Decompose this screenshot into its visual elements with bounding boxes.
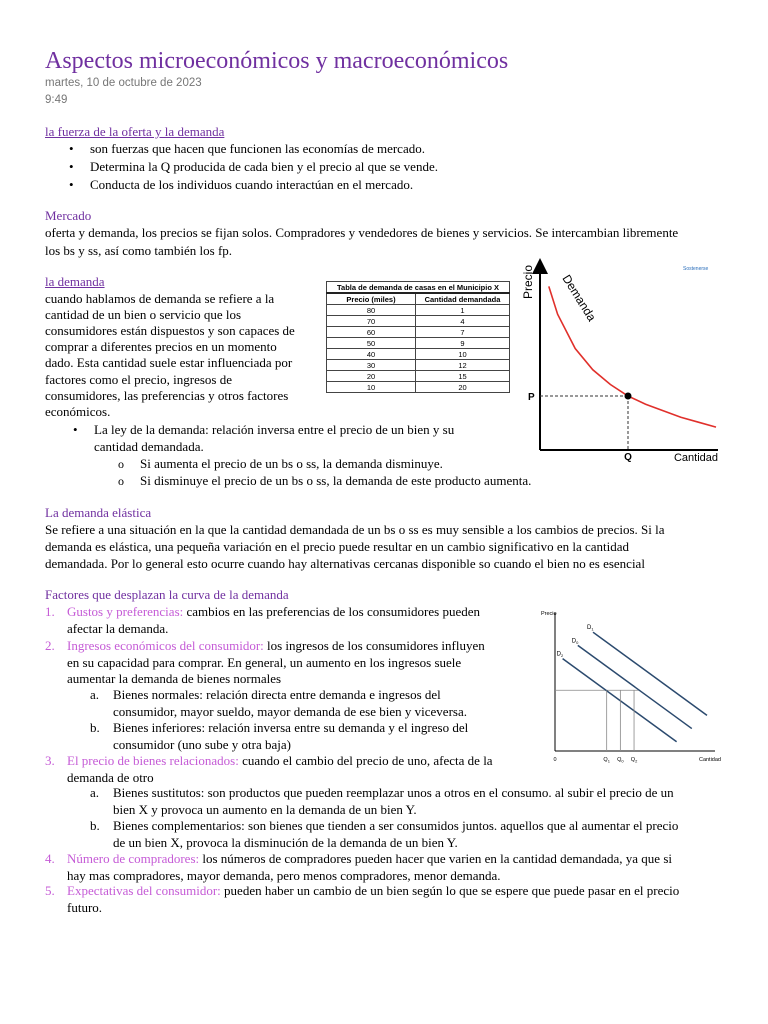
sub-list-item: [113, 785, 674, 818]
section-heading-mercado: Mercado: [45, 208, 92, 223]
sub-list-item: o Si aumenta el precio de un bs o ss, la demanda disminuye.: [140, 456, 443, 473]
list-number: b.: [90, 720, 100, 735]
factor-text: hay mas compradores, mayor demanda, pero menos compradores, menor demanda.: [67, 867, 501, 883]
y-axis-label: Precio: [541, 611, 557, 617]
quantity-tick-label: $Q_2$: [630, 757, 638, 764]
demand-line-d2: [563, 659, 677, 742]
sub-list-line: Bienes sustitutos: son productos que pueden reemplazar unos a otros en el consumo. al subir el precio de un: [113, 785, 674, 800]
table-cell: 4: [416, 316, 510, 327]
table-title: Tabla de demanda de casas en el Municipio X: [327, 282, 510, 294]
paragraph-line: Se refiere a una situación en la que la cantidad demandada de un bs o ss es muy sensible a los cambios de precios. Si la: [45, 522, 665, 537]
origin-label: 0: [553, 757, 557, 763]
paragraph-line: los bs y ss, así como también los fp.: [45, 243, 233, 258]
table-cell: 50: [327, 338, 416, 349]
table-row: [327, 327, 510, 338]
table-cell: 15: [416, 371, 510, 382]
paragraph-line: consumidores están dispuestos y son capaces de: [45, 323, 295, 338]
factor-text: cuando el cambio del precio de uno, afecta de la: [242, 753, 493, 768]
factor-label: El precio de bienes relacionados:: [67, 753, 239, 768]
sub-list-item: [113, 687, 467, 720]
list-item: [67, 753, 493, 786]
equilibrium-point: [625, 393, 632, 400]
factor-text: los ingresos de los consumidores influyen: [267, 638, 485, 653]
demand-table: [326, 281, 510, 393]
sub-list-line: Bienes complementarios: son bienes que tienden a ser consumidos juntos. aquellos que al aumentar el precio: [113, 818, 679, 833]
table-row: [327, 338, 510, 349]
factor-text: pueden haber un cambio de un bien según lo que se espere que puede pasar en el precio: [224, 883, 680, 898]
paragraph-line: oferta y demanda, los precios se fijan solos. Compradores y vendedores de bienes y servicios. Se intercambian libremente: [45, 225, 679, 240]
list-number: a.: [90, 687, 100, 702]
table-cell: 20: [416, 382, 510, 393]
section-heading-elastica: La demanda elástica: [45, 505, 152, 520]
factor-label: Gustos y preferencias:: [67, 604, 184, 619]
list-item: [67, 851, 672, 884]
paragraph-line: cuando hablamos de demanda se refiere a la: [45, 291, 275, 306]
sub-list-line: de un bien X, provoca la disminución de la demanda de un bien Y.: [113, 834, 458, 850]
paragraph-line: demandada. Por lo general esto ocurre cuando hay alternativas cercanas disponible so cuando el bien no es esencial: [45, 556, 645, 571]
list-item: [67, 883, 679, 916]
list-number: 3.: [45, 753, 55, 768]
sub-list-line: bien X y provoca un aumento en la demanda de un bien Y.: [113, 801, 417, 817]
quantity-tick-label: $Q_1$: [603, 757, 610, 764]
table-cell: 30: [327, 360, 416, 371]
paragraph-line: cantidad de un bien o servicio que los: [45, 307, 242, 322]
factor-text: demanda de otro: [67, 769, 154, 785]
table-cell: 60: [327, 327, 416, 338]
paragraph-line: comprar a diferentes precios en un momento: [45, 339, 277, 354]
paragraph-line: consumidores, las preferencias y otros factores: [45, 388, 289, 403]
factor-label: Ingresos económicos del consumidor:: [67, 638, 264, 653]
section-heading-demanda: la demanda: [45, 274, 105, 289]
table-cell: 7: [416, 327, 510, 338]
quantity-label: Q: [624, 452, 632, 463]
factor-text: afectar la demanda.: [67, 620, 169, 636]
table-row: [327, 316, 510, 327]
page-title: Aspectos microeconómicos y macroeconómicos: [45, 48, 509, 74]
y-axis-label: Precio: [521, 264, 535, 300]
curve-label: Demanda: [559, 272, 599, 324]
x-axis-label: Cantidad: [698, 757, 721, 763]
section-heading-fuerza: la fuerza de la oferta y la demanda: [45, 124, 225, 139]
demand-shift-chart: [535, 605, 725, 767]
list-number: a.: [90, 785, 100, 800]
sub-list-item: o Si disminuye el precio de un bs o ss, la demanda de este producto aumenta.: [140, 473, 531, 490]
list-line: • La ley de la demanda: relación inversa entre el precio de un bien y su: [94, 422, 455, 437]
demand-label-d0: $D_0$: [571, 638, 579, 645]
table-row: [327, 360, 510, 371]
sub-list-item: [113, 720, 468, 753]
sub-list-item: [113, 818, 678, 851]
list-number: 4.: [45, 851, 55, 866]
list-line: cantidad demandada.: [94, 438, 204, 454]
list-item: • Determina la Q producida de cada bien y el precio al que se vende.: [90, 159, 438, 176]
list-number: 1.: [45, 604, 55, 619]
table-cell: 1: [416, 305, 510, 316]
factor-label: Expectativas del consumidor:: [67, 883, 221, 898]
page-date: martes, 10 de octubre de 2023: [45, 77, 202, 89]
page-time: 9:49: [45, 94, 68, 106]
table-cell: 10: [416, 349, 510, 360]
demand-curve-chart: [518, 258, 728, 466]
factor-text: cambios en las preferencias de los consumidores pueden: [186, 604, 480, 619]
demand-series-line: [549, 286, 716, 427]
table-row: [327, 305, 510, 316]
paragraph-line: dado. Esta cantidad suele estar influenciada por: [45, 355, 293, 370]
list-item: • Conducta de los individuos cuando interactúan en el mercado.: [90, 177, 413, 194]
table-cell: 10: [327, 382, 416, 393]
table-row: [327, 349, 510, 360]
paragraph-line: factores como el precio, ingresos de: [45, 372, 232, 387]
sub-list-line: Bienes inferiores: relación inversa entre su demanda y el ingreso del: [113, 720, 469, 735]
demand-label-d1: $D_1$: [587, 625, 594, 632]
demand-line-d0: [578, 645, 692, 728]
paragraph-line: demanda es elástica, una pequeña variación en el precio puede resultar en un cambio significativo en la cantidad: [45, 539, 630, 554]
list-item: • son fuerzas que hacen que funcionen las economías de mercado.: [90, 141, 425, 158]
x-axis-label: Cantidad: [673, 452, 718, 464]
list-item: [67, 638, 485, 688]
factor-text: aumentar la demanda de bienes normales: [67, 671, 282, 686]
watermark: Sostenerse: [683, 266, 709, 272]
sub-list-line: Bienes normales: relación directa entre demanda e ingresos del: [113, 687, 441, 702]
section-heading-factores: Factores que desplazan la curva de la demanda: [45, 587, 289, 602]
table-cell: 40: [327, 349, 416, 360]
list-item: [94, 422, 454, 455]
paragraph-line: económicos.: [45, 404, 111, 419]
table-cell: 9: [416, 338, 510, 349]
table-cell: 20: [327, 371, 416, 382]
demand-label-d2: $D_2$: [556, 651, 564, 659]
list-item: [67, 604, 480, 637]
table-header: Cantidad demandada: [416, 293, 510, 305]
factor-text: en su capacidad para comprar. En general, un aumento en los ingresos suele: [67, 654, 462, 670]
demand-line-d1: [593, 632, 707, 715]
table-cell: 80: [327, 305, 416, 316]
sub-list-line: consumidor, mayor sueldo, mayor demanda de ese bien y viceversa.: [113, 703, 467, 719]
list-number: b.: [90, 818, 100, 833]
table-cell: 70: [327, 316, 416, 327]
price-label: P: [528, 392, 535, 403]
list-number: 2.: [45, 638, 55, 653]
quantity-tick-label: $Q_0$: [617, 757, 624, 764]
factor-text: futuro.: [67, 899, 103, 915]
table-cell: 12: [416, 360, 510, 371]
table-row: [327, 371, 510, 382]
factor-text: los números de compradores pueden hacer que varien en la cantidad demandada, ya que si: [202, 851, 672, 866]
table-row: [327, 382, 510, 393]
list-number: 5.: [45, 883, 55, 898]
sub-list-line: consumidor (uno sube y otra baja): [113, 736, 291, 752]
table-header: Precio (miles): [327, 293, 416, 305]
factor-label: Número de compradores:: [67, 851, 200, 866]
